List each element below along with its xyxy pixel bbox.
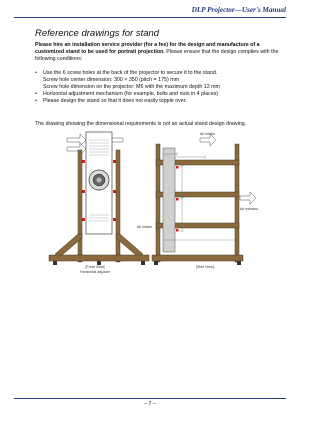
bullet: • [35, 70, 37, 76]
list-item [35, 84, 285, 91]
header-rule [14, 17, 286, 18]
air-intake-label-side: Air intake [200, 132, 215, 136]
list-item-text: Screw hole center dimension: 300 × 350 (pitch = 175) mm [43, 77, 180, 84]
list-item-text: Use the 6 screw holes at the back of the projector to secure it to the stand. [43, 70, 218, 76]
intro-normal-text: Please ensure that the design complies with the following conditions: [35, 49, 279, 63]
conditions-list [35, 70, 285, 105]
screw-hole-markers-side [176, 166, 179, 232]
bullet: • [35, 98, 37, 105]
list-item-text: Horizontal adjustment mechanism (for example, bolts and nuts in 4 places) [43, 91, 219, 98]
page-number: – 7 – [144, 401, 156, 407]
intro-paragraph [35, 42, 285, 64]
air-exhaust-label: Air exhaust [240, 207, 258, 211]
front-view-drawing [49, 132, 149, 274]
side-base [152, 255, 243, 261]
list-item [35, 98, 285, 105]
footer-rule [14, 398, 286, 399]
list-item [35, 91, 285, 98]
lens-center [97, 178, 102, 183]
side-view-label: [Side View] [196, 265, 214, 269]
running-header: DLP Projector—User's Manual [191, 6, 286, 14]
list-item [35, 70, 285, 77]
stand-reference-drawing [45, 130, 260, 275]
air-intake-label-lower: Air intake [137, 225, 152, 229]
front-view-label: [Front View] [85, 265, 105, 269]
intro-bold-text: Please hire an installation service provider (for a fee) for the design and manufacture of a customized stand to be used for portrait projection. [35, 42, 260, 56]
projector-side-profile [163, 148, 175, 252]
drawing-note: The drawing showing the dimensional requirements is not an actual stand design drawing. [35, 121, 247, 127]
list-item [35, 77, 285, 84]
air-exhaust-arrow-icon [240, 192, 256, 204]
horizontal-adjuster-label: Horizontal adjuster [80, 270, 110, 274]
section-title: Reference drawings for stand [35, 28, 160, 39]
bullet: • [35, 91, 37, 98]
adjuster-foot [154, 261, 158, 265]
side-view-drawing [137, 132, 258, 269]
list-item-text: Please design the stand so that it does not easily topple over. [43, 98, 187, 105]
adjuster-foot [237, 261, 241, 265]
list-item-text: Screw hole dimension on the projector: M6 with the maximum depth 12 mm [43, 84, 220, 91]
